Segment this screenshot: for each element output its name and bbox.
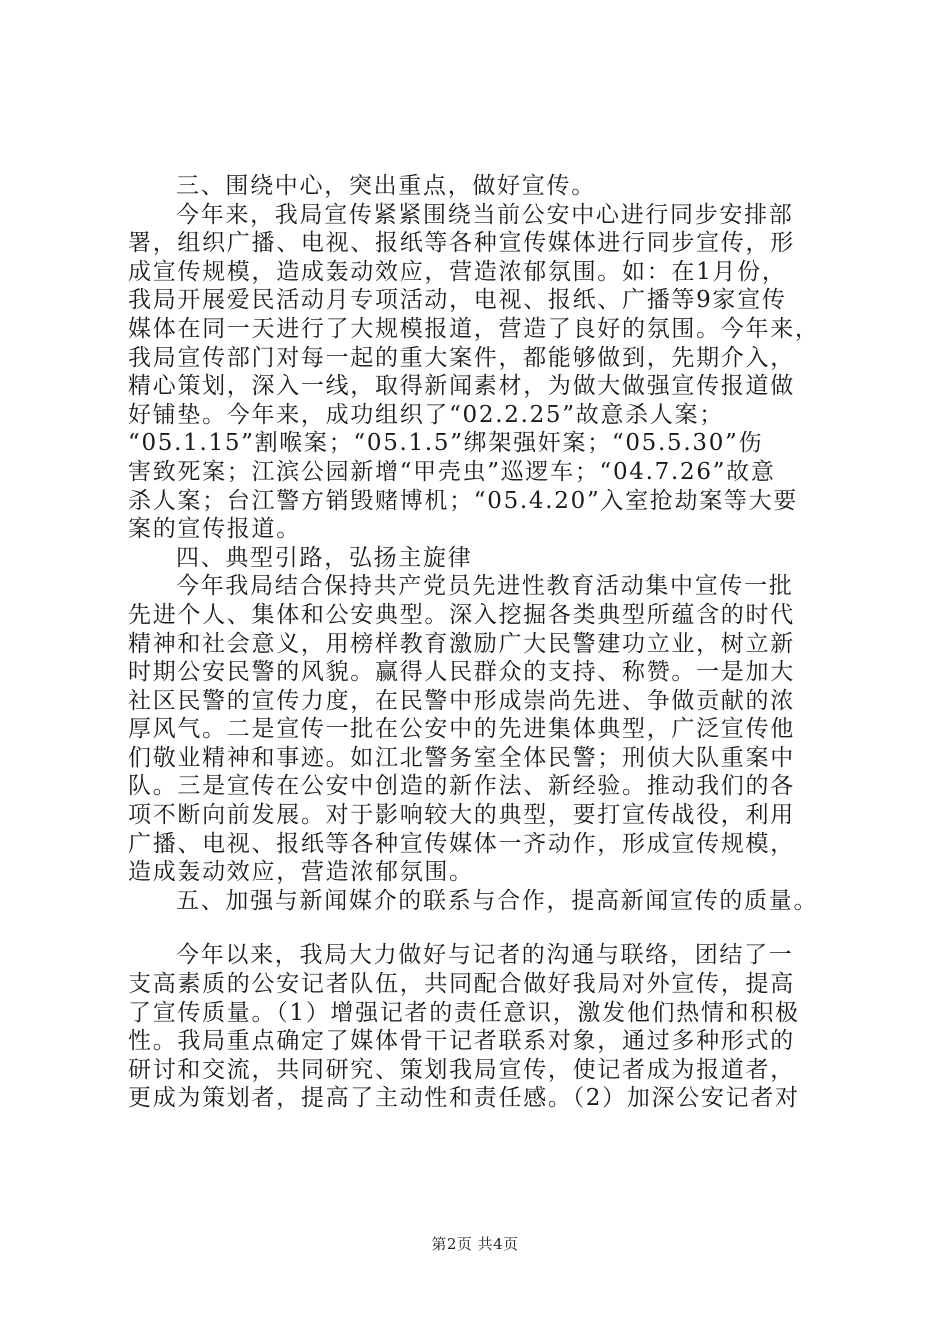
paragraph-line: 队。三是宣传在公安中创造的新作法、新经验。推动我们的各 <box>128 773 795 800</box>
paragraph-line: 研讨和交流，共同研究、策划我局宣传，使记者成为报道者， <box>128 1056 795 1083</box>
document-body <box>128 172 850 1113</box>
paragraph-line: 好铺垫。今年来，成功组织了“02.2.25”故意杀人案； <box>128 401 724 428</box>
paragraph-line: 先进个人、集体和公安典型。深入挖掘各类典型所蕴含的时代 <box>128 601 795 628</box>
paragraph-line: 案的宣传报道。 <box>128 516 301 543</box>
paragraph-line: 今年以来，我局大力做好与记者的沟通与联络，团结了一 <box>176 942 794 969</box>
paragraph-line: 广播、电视、报纸等各种宣传媒体一齐动作，形成宣传规模， <box>128 830 795 857</box>
paragraph-line: 杀人案；台江警方销毁赌博机；“05.4.20”入室抢劫案等大要 <box>128 487 799 514</box>
section-heading-4: 四、典型引路，弘扬主旋律 <box>176 544 473 571</box>
paragraph-line: 今年我局结合保持共产党员先进性教育活动集中宣传一批 <box>176 573 794 600</box>
paragraph-line: 今年来，我局宣传紧紧围绕当前公安中心进行同步安排部 <box>176 201 794 228</box>
section-heading-3: 三、围绕中心，突出重点，做好宣传。 <box>176 173 596 199</box>
paragraph-spacer <box>128 915 850 941</box>
paragraph-line: 精神和社会意义，用榜样教育激励广大民警建功立业，树立新 <box>128 630 795 657</box>
paragraph-line: 支高素质的公安记者队伍，共同配合做好我局对外宣传，提高 <box>128 971 795 998</box>
paragraph-line: 我局宣传部门对每一起的重大案件，都能够做到，先期介入， <box>128 344 795 371</box>
paragraph-line: 更成为策划者，提高了主动性和责任感。（2）加深公安记者对 <box>128 1085 800 1112</box>
paragraph-line: 们敬业精神和事迹。如江北警务室全体民警；刑侦大队重案中 <box>128 744 795 771</box>
paragraph-line: 厚风气。二是宣传一批在公安中的先进集体典型，广泛宣传他 <box>128 716 795 743</box>
paragraph-line: 性。我局重点确定了媒体骨干记者联系对象，通过多种形式的 <box>128 1028 795 1055</box>
paragraph-line: 我局开展爱民活动月专项活动，电视、报纸、广播等9家宣传 <box>128 287 787 314</box>
paragraph-line: 害致死案；江滨公园新增“甲壳虫”巡逻车；“04.7.26”故意 <box>128 458 776 485</box>
paragraph-line: “05.1.15”割喉案；“05.1.5”绑架强奸案；“05.5.30”伤 <box>128 430 764 457</box>
paragraph-line: 项不断向前发展。对于影响较大的典型，要打宣传战役，利用 <box>128 802 795 829</box>
paragraph-line: 造成轰动效应，营造浓郁氛围。 <box>128 859 474 886</box>
paragraph-line: 社区民警的宣传力度，在民警中形成崇尚先进、争做贡献的浓 <box>128 687 795 714</box>
page-number: 第2页 共4页 <box>431 1235 519 1253</box>
paragraph-line: 媒体在同一天进行了大规模报道，营造了良好的氛围。今年来， <box>128 315 820 342</box>
paragraph-line: 署，组织广播、电视、报纸等各种宣传媒体进行同步宣传，形 <box>128 230 795 257</box>
paragraph-line: 时期公安民警的风貌。赢得人民群众的支持、称赞。一是加大 <box>128 659 795 686</box>
paragraph-line: 成宣传规模，造成轰动效应，营造浓郁氛围。如：在1月份， <box>128 258 787 285</box>
paragraph-line: 精心策划，深入一线，取得新闻素材，为做大做强宣传报道做 <box>128 373 795 400</box>
section-heading-5: 五、加强与新闻媒介的联系与合作，提高新闻宣传的质量。 <box>176 887 819 914</box>
paragraph-line: 了宣传质量。（1）增强记者的责任意识，激发他们热情和积极 <box>128 999 800 1026</box>
